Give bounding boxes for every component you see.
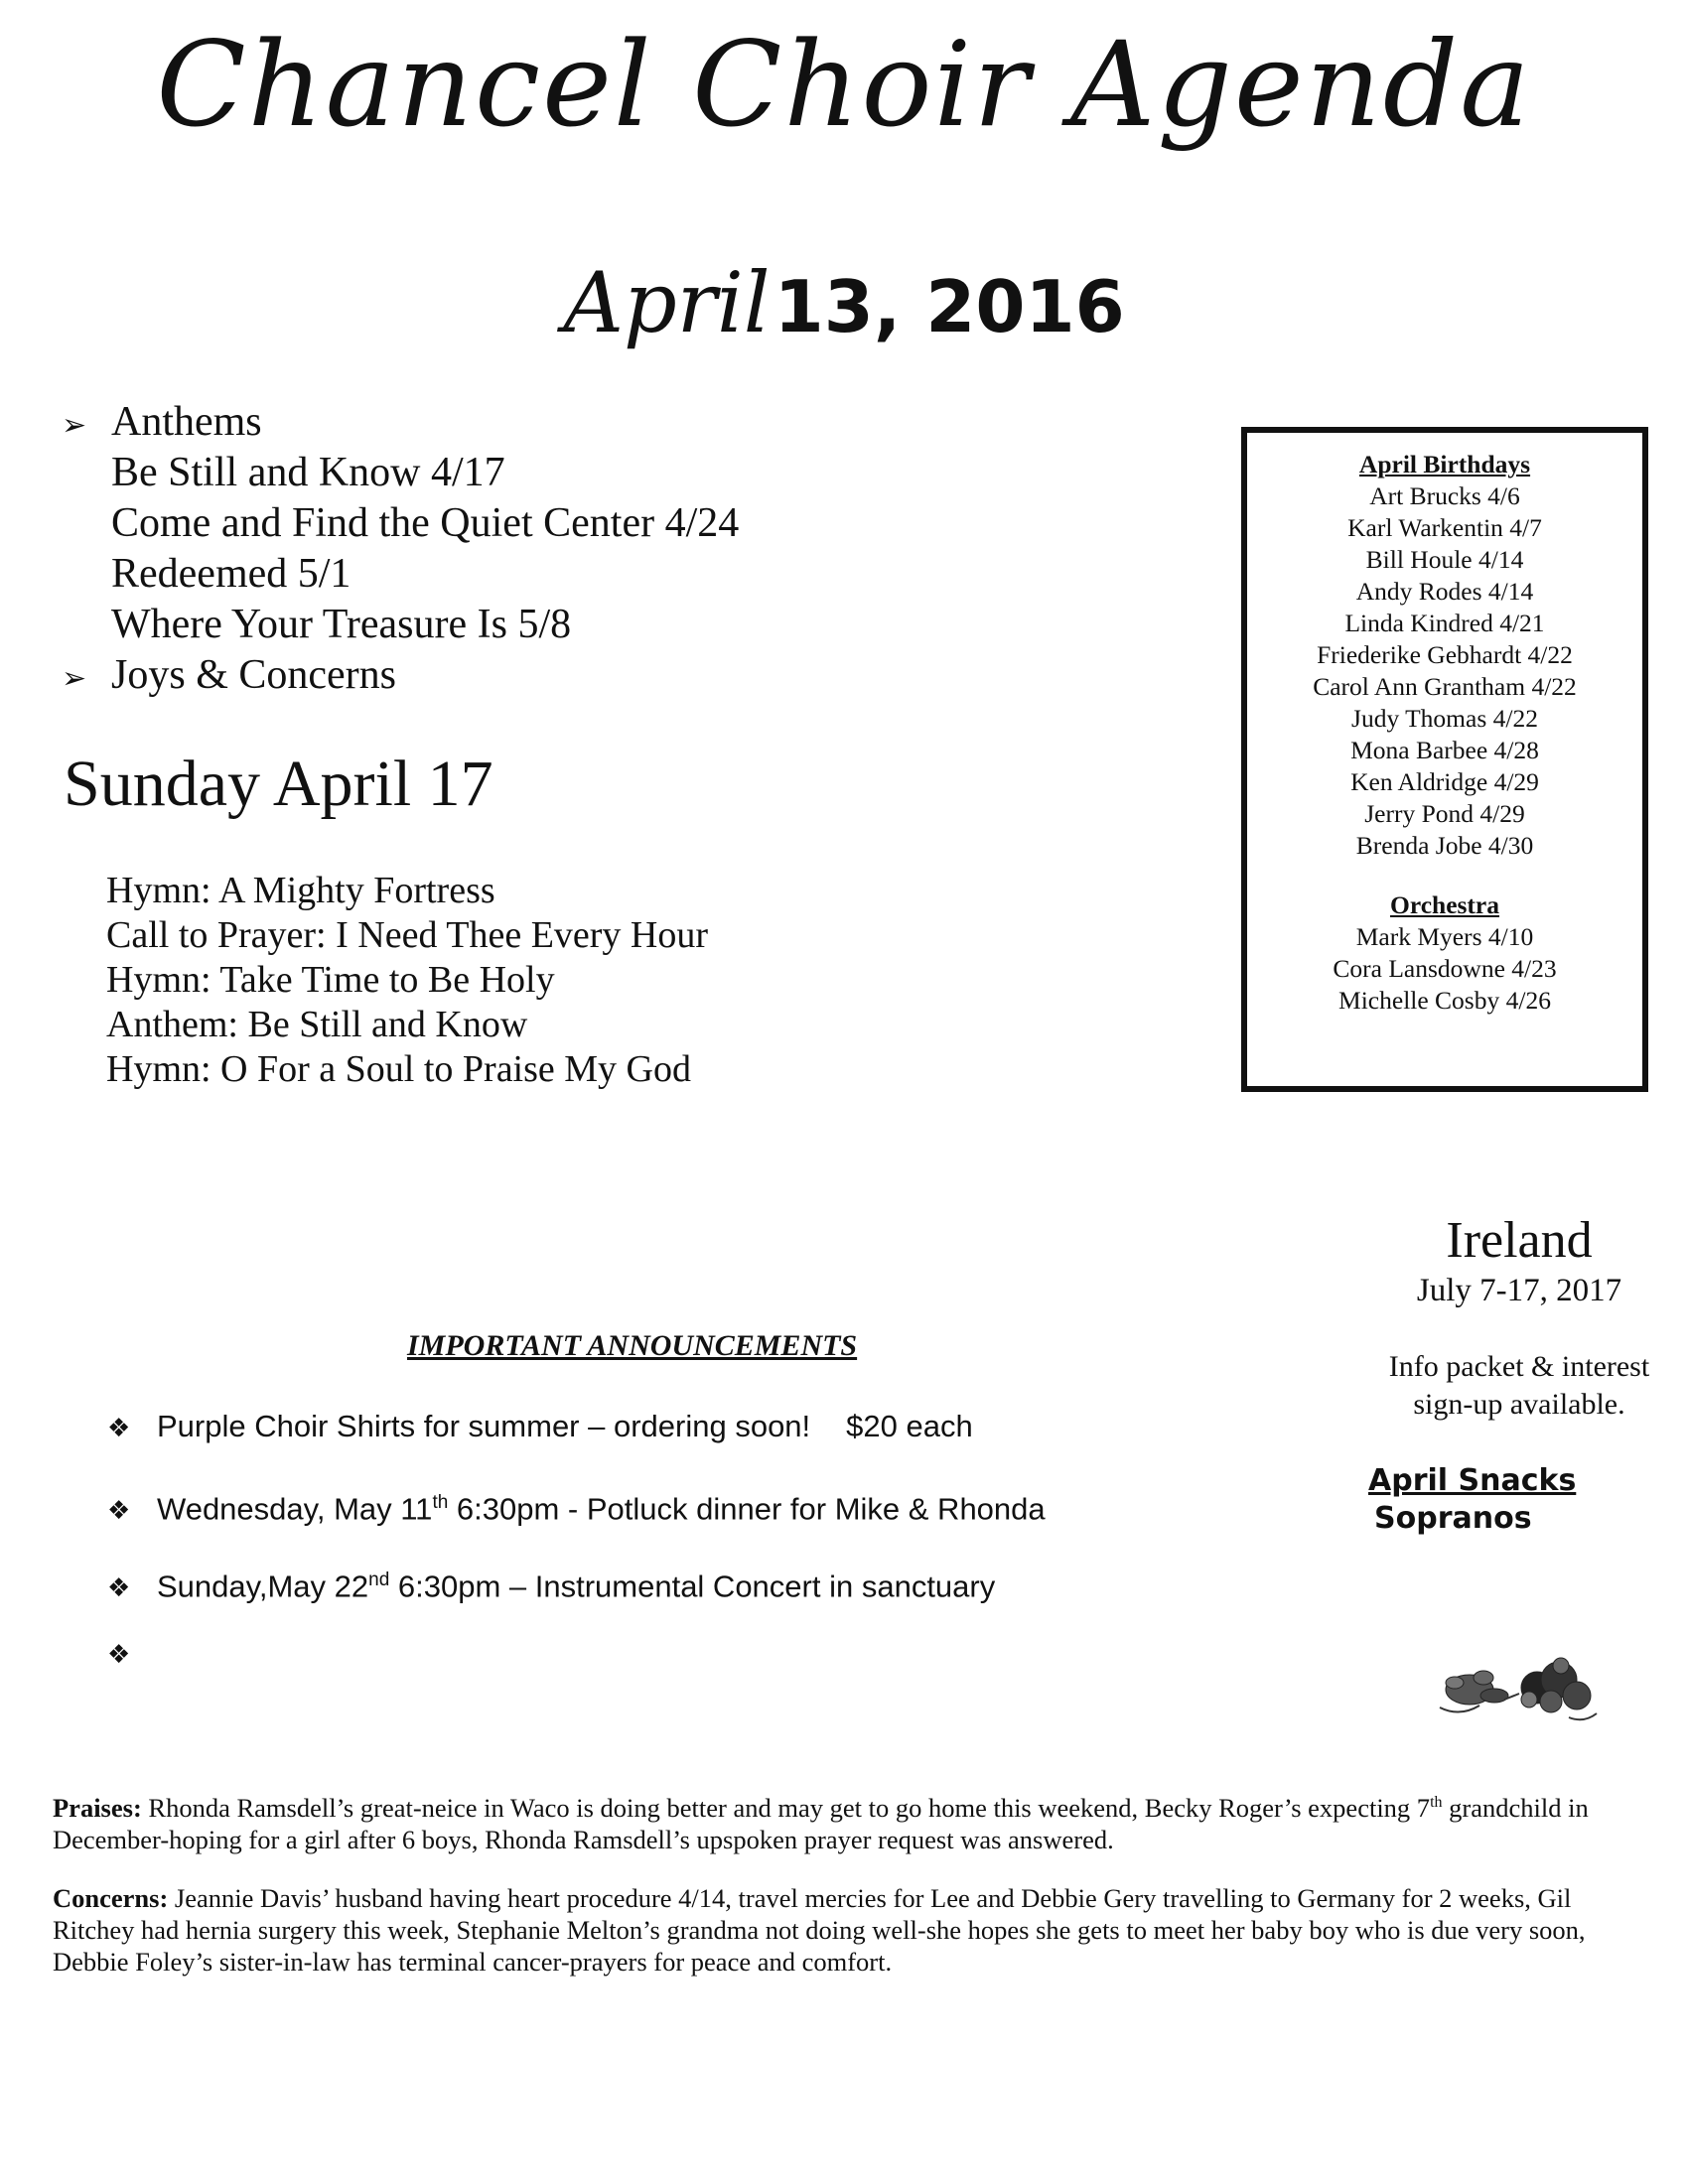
concerns-paragraph bbox=[53, 1882, 1641, 1978]
ordinal-suffix: nd bbox=[368, 1570, 390, 1590]
announcement-text: 6:30pm – Instrumental Concert in sanctuary bbox=[389, 1569, 996, 1604]
spacer bbox=[1247, 862, 1642, 889]
anthem-item: Where Your Treasure Is 5/8 bbox=[111, 602, 572, 647]
birthday-entry: Karl Warkentin 4/7 bbox=[1347, 513, 1542, 542]
anthems-label: Anthems bbox=[111, 399, 262, 445]
anthem-item: Redeemed 5/1 bbox=[111, 551, 352, 597]
diamond-bullet-icon: ❖ bbox=[107, 1414, 131, 1443]
ordinal-suffix: th bbox=[432, 1492, 449, 1513]
announcement-text: Purple Choir Shirts for summer – ordering soon! bbox=[157, 1409, 811, 1443]
praises-label: Praises: bbox=[53, 1792, 142, 1823]
announcements-title: IMPORTANT ANNOUNCEMENTS bbox=[407, 1329, 858, 1362]
birthday-entry: Brenda Jobe 4/30 bbox=[1355, 831, 1534, 860]
service-item: Hymn: O For a Soul to Praise My God bbox=[106, 1048, 691, 1090]
page-title: Chancel Choir Agenda bbox=[156, 16, 1532, 153]
birthdays-box bbox=[1241, 427, 1648, 1092]
anthems-heading bbox=[62, 397, 262, 451]
birthday-entry: Mona Barbee 4/28 bbox=[1350, 736, 1539, 764]
anthem-item: Come and Find the Quiet Center 4/24 bbox=[111, 500, 740, 546]
announcement-item bbox=[107, 1407, 973, 1448]
announcement-item bbox=[107, 1483, 1046, 1531]
agenda-date bbox=[0, 253, 1688, 377]
announcement-text: 6:30pm - Potluck dinner for Mike & Rhonda bbox=[448, 1491, 1046, 1527]
concerns-text: Jeannie Davis’ husband having heart procedure 4/14, travel mercies for Lee and Debbie Gery travelling to Germany for 2 weeks, Gil Ritchey had hernia surgery this week, Stephanie Melton’s grandma not doing well-she hopes she gets to meet her baby boy who is due very soon, Debbie Foley’s sister-in-law has terminal cancer-prayers for peace and comfort. bbox=[53, 1883, 1586, 1977]
anthem-item: Be Still and Know 4/17 bbox=[111, 450, 505, 495]
birthday-entry: Art Brucks 4/6 bbox=[1369, 481, 1520, 510]
praises-text: Rhonda Ramsdell’s great-neice in Waco is doing better and may get to go home this weekend, Becky Roger’s expecting 7 bbox=[141, 1792, 1431, 1823]
arrow-bullet-icon: ➢ bbox=[62, 408, 87, 443]
diamond-bullet-icon: ❖ bbox=[107, 1640, 131, 1670]
orchestra-entry: Michelle Cosby 4/26 bbox=[1338, 986, 1551, 1015]
concerns-label: Concerns: bbox=[53, 1883, 169, 1913]
birthday-entry: Bill Houle 4/14 bbox=[1365, 545, 1524, 574]
birthdays-title: April Birthdays bbox=[1358, 450, 1531, 478]
orchestra-entry: Cora Lansdowne 4/23 bbox=[1333, 954, 1557, 983]
praises-text: grandchild in December-hoping for a girl after 6 boys, Rhonda Ramsdell’s upspoken prayer request was answered. bbox=[53, 1792, 1589, 1854]
snacks-value: Sopranos bbox=[1374, 1501, 1532, 1536]
announcement-text: Sunday,May 22 bbox=[157, 1569, 369, 1604]
sunday-heading: Sunday April 17 bbox=[64, 748, 493, 820]
birthday-entry: Linda Kindred 4/21 bbox=[1344, 609, 1545, 637]
orchestra-entry: Mark Myers 4/10 bbox=[1355, 922, 1534, 951]
date-month: April bbox=[563, 254, 771, 351]
birthday-entry: Friederike Gebhardt 4/22 bbox=[1317, 640, 1573, 669]
service-item: Hymn: Take Time to Be Holy bbox=[106, 959, 555, 1001]
diamond-bullet-icon: ❖ bbox=[107, 1496, 131, 1527]
diamond-bullet-icon: ❖ bbox=[107, 1573, 131, 1604]
birthday-entry: Judy Thomas 4/22 bbox=[1351, 704, 1538, 733]
joys-concerns-heading bbox=[62, 650, 396, 704]
trip-dates: July 7-17, 2017 bbox=[1416, 1273, 1622, 1308]
birthday-entry: Andy Rodes 4/14 bbox=[1355, 577, 1534, 606]
arrow-bullet-icon: ➢ bbox=[62, 661, 87, 696]
date-day-year: 13, 2016 bbox=[774, 265, 1125, 348]
announcement-price: $20 each bbox=[846, 1409, 973, 1443]
announcement-item-empty bbox=[107, 1633, 157, 1675]
snacks-title: April Snacks bbox=[1368, 1463, 1577, 1498]
service-item: Hymn: A Mighty Fortress bbox=[106, 870, 495, 911]
announcement-text: Wednesday, May 11 bbox=[157, 1491, 433, 1527]
praises-paragraph bbox=[53, 1787, 1641, 1855]
birthday-entry: Ken Aldridge 4/29 bbox=[1350, 767, 1539, 796]
trip-info-line: sign-up available. bbox=[1413, 1388, 1625, 1421]
announcement-item bbox=[107, 1561, 995, 1608]
ordinal-suffix: th bbox=[1430, 1794, 1443, 1811]
flower-sketch-icon bbox=[1420, 1638, 1609, 1732]
birthday-entry: Jerry Pond 4/29 bbox=[1364, 799, 1525, 828]
trip-title: Ireland bbox=[1446, 1212, 1593, 1269]
birthday-entry: Carol Ann Grantham 4/22 bbox=[1313, 672, 1577, 701]
joys-label: Joys & Concerns bbox=[111, 652, 396, 698]
service-item: Anthem: Be Still and Know bbox=[106, 1004, 528, 1045]
service-item: Call to Prayer: I Need Thee Every Hour bbox=[106, 914, 709, 956]
orchestra-title: Orchestra bbox=[1390, 890, 1499, 919]
trip-info-line: Info packet & interest bbox=[1388, 1350, 1650, 1383]
